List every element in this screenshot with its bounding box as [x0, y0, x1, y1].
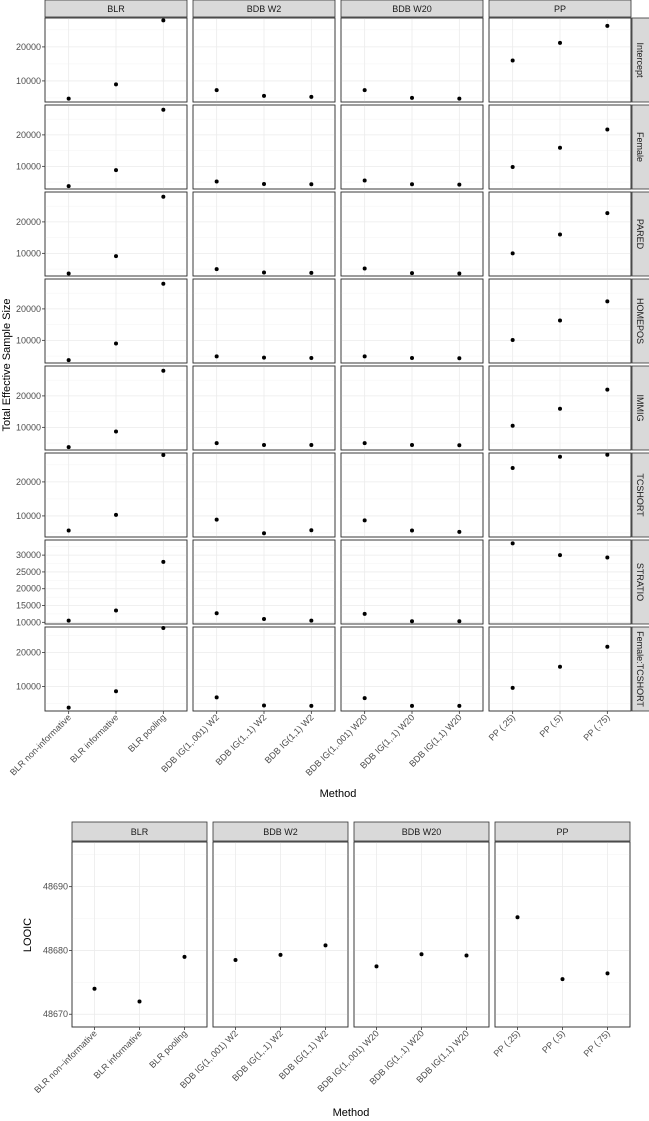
data-point	[215, 354, 219, 358]
data-point	[309, 95, 313, 99]
facet-column-label: BDB W20	[401, 827, 442, 837]
data-point	[161, 282, 165, 286]
data-point	[511, 541, 515, 545]
data-point	[457, 356, 461, 360]
data-point	[114, 341, 118, 345]
data-point	[605, 299, 609, 303]
data-point	[558, 553, 562, 557]
y-tick-label: 20000	[15, 129, 41, 140]
data-point	[363, 441, 367, 445]
data-point	[605, 24, 609, 28]
facet-row-label: Intercept	[635, 42, 645, 78]
data-point	[262, 182, 266, 186]
data-point	[511, 251, 515, 255]
data-point	[67, 619, 71, 623]
facet-column-label: BDB W2	[263, 827, 298, 837]
x-tick-label: BLR pooling	[125, 712, 168, 755]
data-point	[309, 443, 313, 447]
data-point	[457, 704, 461, 708]
data-point	[138, 999, 142, 1003]
x-tick-label: BDB IG(1,.001) W2	[178, 1028, 240, 1091]
facet-column-label: BLR	[107, 4, 125, 14]
data-point	[215, 695, 219, 699]
data-point	[161, 453, 165, 457]
y-tick-label: 10000	[15, 335, 41, 346]
data-point	[309, 704, 313, 708]
data-point	[262, 531, 266, 535]
x-tick-label: BDB IG(1,.1) W2	[213, 712, 269, 768]
y-tick-label: 25000	[15, 566, 41, 577]
y-tick-label: 30000	[15, 550, 41, 561]
data-point	[262, 356, 266, 360]
data-point	[511, 338, 515, 342]
data-point	[457, 530, 461, 534]
data-point	[511, 686, 515, 690]
data-point	[114, 168, 118, 172]
data-point	[363, 696, 367, 700]
y-tick-label: 10000	[15, 422, 41, 433]
data-point	[420, 952, 424, 956]
data-point	[605, 555, 609, 559]
x-tick-label: BLR pooling	[147, 1028, 189, 1071]
data-point	[67, 271, 71, 275]
x-tick-label: PP (.75)	[581, 1028, 612, 1059]
data-point	[279, 953, 283, 957]
y-tick-label: 10000	[15, 161, 41, 172]
y-tick-label: 48670	[42, 1009, 68, 1020]
x-tick-label: BLR informative	[68, 712, 121, 765]
facet-row-label: Female	[635, 131, 645, 163]
data-point	[558, 665, 562, 669]
data-point	[93, 987, 97, 991]
data-point	[67, 445, 71, 449]
data-point	[605, 128, 609, 132]
data-point	[215, 88, 219, 92]
x-tick-label: BDB IG(1,.1) W20	[358, 712, 417, 771]
data-point	[161, 560, 165, 564]
data-point	[605, 453, 609, 457]
data-point	[558, 41, 562, 45]
data-point	[511, 466, 515, 470]
facet-column-label: BLR	[130, 827, 149, 837]
data-point	[215, 179, 219, 183]
facet-column-label: PP	[553, 4, 567, 14]
data-point	[465, 954, 469, 958]
data-point	[410, 271, 414, 275]
y-tick-label: 20000	[15, 647, 41, 658]
data-point	[558, 232, 562, 236]
y-tick-label: 48680	[42, 945, 68, 956]
data-point	[114, 513, 118, 517]
data-point	[410, 96, 414, 100]
data-point	[410, 443, 414, 447]
data-point	[262, 271, 266, 275]
data-point	[309, 619, 313, 623]
y-axis-title: Total Effective Sample Size	[1, 298, 13, 432]
data-point	[558, 455, 562, 459]
data-point	[516, 915, 520, 919]
facet-row-label: HOMEPOS	[635, 297, 645, 345]
data-point	[183, 955, 187, 959]
data-point	[606, 971, 610, 975]
data-point	[309, 356, 313, 360]
x-tick-label: BDB IG(1,.001) W20	[315, 1028, 381, 1094]
facet-row-label: Female:TCSHORT	[635, 631, 645, 707]
data-point	[262, 704, 266, 708]
y-tick-label: 20000	[15, 583, 41, 594]
data-point	[410, 356, 414, 360]
data-point	[114, 429, 118, 433]
y-tick-label: 20000	[15, 41, 41, 52]
data-point	[457, 97, 461, 101]
y-tick-label: 20000	[15, 390, 41, 401]
facet-column-label: BDB W2	[246, 4, 282, 14]
data-point	[215, 518, 219, 522]
data-point	[605, 211, 609, 215]
data-point	[324, 943, 328, 947]
x-tick-label: BDB IG(1,.001) W2	[159, 712, 222, 775]
x-axis-title: Method	[332, 1107, 370, 1119]
data-point	[161, 108, 165, 112]
data-point	[67, 97, 71, 101]
data-point	[309, 271, 313, 275]
facet-row-label: STRATIO	[635, 562, 645, 602]
facet-row-label: TCSHORT	[635, 473, 645, 517]
data-point	[410, 704, 414, 708]
facet-column-label: PP	[556, 827, 569, 837]
data-point	[410, 529, 414, 533]
data-point	[375, 964, 379, 968]
data-point	[161, 626, 165, 630]
data-point	[410, 182, 414, 186]
data-point	[309, 528, 313, 532]
data-point	[511, 165, 515, 169]
y-tick-label: 10000	[15, 510, 41, 521]
data-point	[457, 271, 461, 275]
data-point	[605, 388, 609, 392]
x-tick-label: BLR informative	[91, 1028, 144, 1081]
data-point	[67, 706, 71, 710]
data-point	[262, 443, 266, 447]
data-point	[457, 183, 461, 187]
x-tick-label: BDB IG(1,.1) W2	[230, 1028, 285, 1084]
data-point	[363, 612, 367, 616]
y-tick-label: 48690	[42, 881, 68, 892]
data-point	[67, 529, 71, 533]
data-point	[363, 179, 367, 183]
data-point	[114, 609, 118, 613]
data-point	[410, 619, 414, 623]
data-point	[234, 958, 238, 962]
data-point	[363, 354, 367, 358]
y-tick-label: 10000	[15, 75, 41, 86]
data-point	[558, 319, 562, 323]
data-point	[363, 88, 367, 92]
data-point	[215, 267, 219, 271]
data-point	[114, 689, 118, 693]
data-point	[114, 254, 118, 258]
x-axis-title: Method	[319, 788, 357, 800]
x-tick-label: PP (.25)	[491, 1028, 522, 1059]
data-point	[215, 441, 219, 445]
x-tick-label: BDB IG(1,1) W20	[407, 712, 464, 769]
x-tick-label: PP (.5)	[540, 1028, 567, 1056]
y-tick-label: 10000	[15, 248, 41, 259]
x-tick-label: BDB IG(1,.1) W20	[367, 1028, 426, 1087]
data-point	[262, 94, 266, 98]
y-tick-label: 20000	[15, 216, 41, 227]
data-point	[558, 407, 562, 411]
data-point	[161, 369, 165, 373]
y-axis-title: LOOIC	[22, 917, 34, 953]
x-tick-label: BDB IG(1,1) W20	[414, 1028, 471, 1085]
y-tick-label: 10000	[15, 681, 41, 692]
y-tick-label: 15000	[15, 600, 41, 611]
data-point	[161, 18, 165, 22]
y-tick-label: 20000	[15, 476, 41, 487]
data-point	[511, 59, 515, 63]
data-point	[605, 645, 609, 649]
y-tick-label: 20000	[15, 303, 41, 314]
x-tick-label: BDB IG(1,1) W2	[262, 712, 316, 766]
x-tick-label: PP (.25)	[486, 712, 518, 743]
facet-column-label: BDB W20	[392, 4, 432, 14]
x-tick-label: BLR non−informative	[32, 1028, 99, 1096]
x-tick-label: PP (.75)	[581, 712, 612, 743]
data-point	[511, 424, 515, 428]
data-point	[457, 619, 461, 623]
data-point	[363, 266, 367, 270]
data-point	[114, 82, 118, 86]
x-tick-label: BLR non-informative	[7, 712, 74, 778]
x-tick-label: PP (.5)	[537, 712, 565, 740]
data-point	[262, 617, 266, 621]
facet-row-label: PARED	[635, 218, 645, 250]
data-point	[67, 184, 71, 188]
x-tick-label: BDB IG(1,1) W2	[276, 1028, 330, 1082]
data-point	[363, 518, 367, 522]
data-point	[309, 182, 313, 186]
data-point	[457, 443, 461, 447]
facet-row-label: IMMIG	[635, 394, 645, 422]
x-tick-label: BDB IG(1,.001) W20	[303, 712, 370, 778]
data-point	[558, 146, 562, 150]
data-point	[215, 611, 219, 615]
data-point	[561, 977, 565, 981]
y-tick-label: 10000	[15, 617, 41, 628]
data-point	[67, 358, 71, 362]
data-point	[161, 195, 165, 199]
